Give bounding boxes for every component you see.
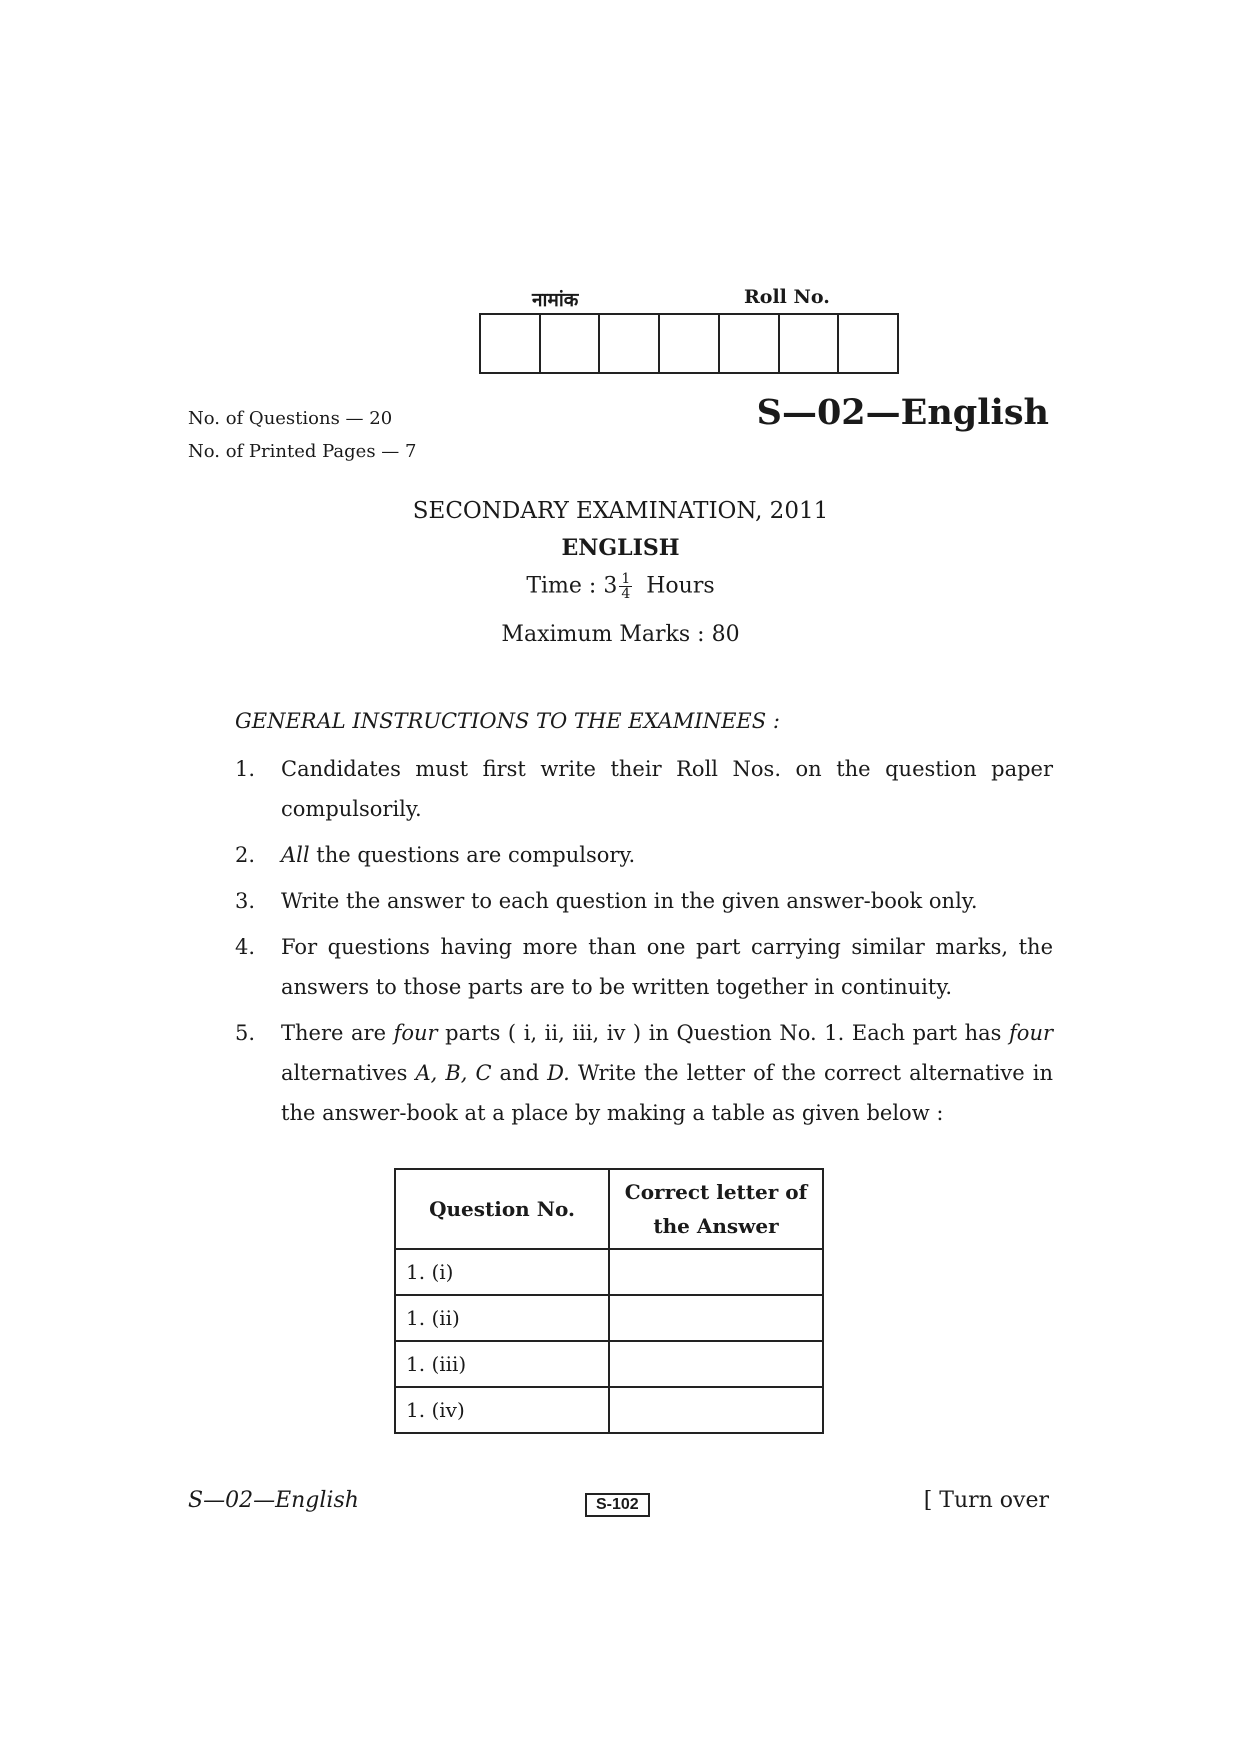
roll-digit-box[interactable] bbox=[600, 315, 660, 372]
fraction-denominator: 4 bbox=[621, 586, 631, 602]
text-run: alternatives bbox=[281, 1061, 416, 1085]
roll-number-boxes bbox=[479, 313, 899, 374]
answer-cell[interactable] bbox=[609, 1341, 823, 1387]
question-cell: 1. (iii) bbox=[395, 1341, 609, 1387]
question-count: No. of Questions — 20 bbox=[188, 408, 393, 429]
time-prefix: Time : 3 bbox=[526, 573, 618, 599]
instruction-number: 5. bbox=[235, 1021, 256, 1045]
answer-cell[interactable] bbox=[609, 1387, 823, 1433]
time-suffix: Hours bbox=[646, 573, 715, 599]
table-row bbox=[395, 1249, 823, 1295]
instruction-text bbox=[281, 835, 1053, 875]
roll-digit-box[interactable] bbox=[839, 315, 897, 372]
instruction-text: For questions having more than one part carrying similar marks, the answers to those parts are to be written together in continuity. bbox=[281, 935, 1053, 999]
roll-digit-box[interactable] bbox=[780, 315, 840, 372]
question-cell: 1. (ii) bbox=[395, 1295, 609, 1341]
instructions-heading: GENERAL INSTRUCTIONS TO THE EXAMINEES : bbox=[235, 709, 780, 733]
instruction-item bbox=[235, 881, 1053, 921]
roll-label: Roll No. bbox=[744, 286, 830, 308]
instruction-number: 2. bbox=[235, 843, 256, 867]
instruction-number: 4. bbox=[235, 935, 256, 959]
table-header-row bbox=[395, 1169, 823, 1249]
instruction-text bbox=[281, 1013, 1053, 1133]
table-row bbox=[395, 1295, 823, 1341]
fraction-numerator: 1 bbox=[621, 571, 631, 587]
instruction-item bbox=[235, 927, 1053, 1007]
instruction-item bbox=[235, 749, 1053, 829]
instruction-number: 1. bbox=[235, 757, 256, 781]
answer-cell[interactable] bbox=[609, 1295, 823, 1341]
text-run: Write the letter of the correct alternative in the answer-book at a place by making a table as given below : bbox=[281, 1061, 1053, 1125]
maximum-marks: Maximum Marks : 80 bbox=[501, 622, 740, 647]
time-fraction bbox=[619, 572, 632, 601]
question-cell: 1. (i) bbox=[395, 1249, 609, 1295]
time-allowed bbox=[0, 572, 1241, 601]
text-run: parts ( i, ii, iii, iv ) in Question No. 1. Each part has bbox=[437, 1021, 1010, 1045]
subject-title: ENGLISH bbox=[561, 535, 680, 561]
roll-digit-box[interactable] bbox=[481, 315, 541, 372]
roll-digit-box[interactable] bbox=[720, 315, 780, 372]
text-run: There are bbox=[281, 1021, 394, 1045]
instruction-text: Write the answer to each question in the given answer-book only. bbox=[281, 889, 978, 913]
table-row bbox=[395, 1387, 823, 1433]
paper-code: S—02—English bbox=[756, 392, 1049, 433]
roll-digit-box[interactable] bbox=[541, 315, 601, 372]
instruction-text: Candidates must first write their Roll Nos. on the question paper compulsorily. bbox=[281, 757, 1053, 821]
emphasis: D. bbox=[547, 1061, 570, 1085]
exam-title: SECONDARY EXAMINATION, 2011 bbox=[412, 498, 829, 524]
footer-paper-code: S—02—English bbox=[188, 1488, 359, 1513]
answer-table bbox=[394, 1168, 824, 1434]
instruction-item bbox=[235, 835, 1053, 875]
roll-label-hindi: नामांक bbox=[532, 289, 579, 311]
emphasis: A, B, C bbox=[415, 1061, 492, 1085]
emphasis: four bbox=[393, 1021, 438, 1045]
instruction-body: the questions are compulsory. bbox=[309, 843, 636, 867]
answer-cell[interactable] bbox=[609, 1249, 823, 1295]
instruction-number: 3. bbox=[235, 889, 256, 913]
column-header-answer: Correct letter of the Answer bbox=[609, 1169, 823, 1249]
footer-series-code: S-102 bbox=[585, 1493, 650, 1517]
emphasis: four bbox=[1009, 1021, 1054, 1045]
table-row bbox=[395, 1341, 823, 1387]
question-cell: 1. (iv) bbox=[395, 1387, 609, 1433]
column-header-question: Question No. bbox=[395, 1169, 609, 1249]
instruction-item bbox=[235, 1013, 1053, 1133]
emphasis: All bbox=[281, 843, 310, 867]
roll-digit-box[interactable] bbox=[660, 315, 720, 372]
text-run: and bbox=[491, 1061, 548, 1085]
page-count: No. of Printed Pages — 7 bbox=[188, 441, 417, 462]
turn-over-note: [ Turn over bbox=[923, 1488, 1049, 1513]
